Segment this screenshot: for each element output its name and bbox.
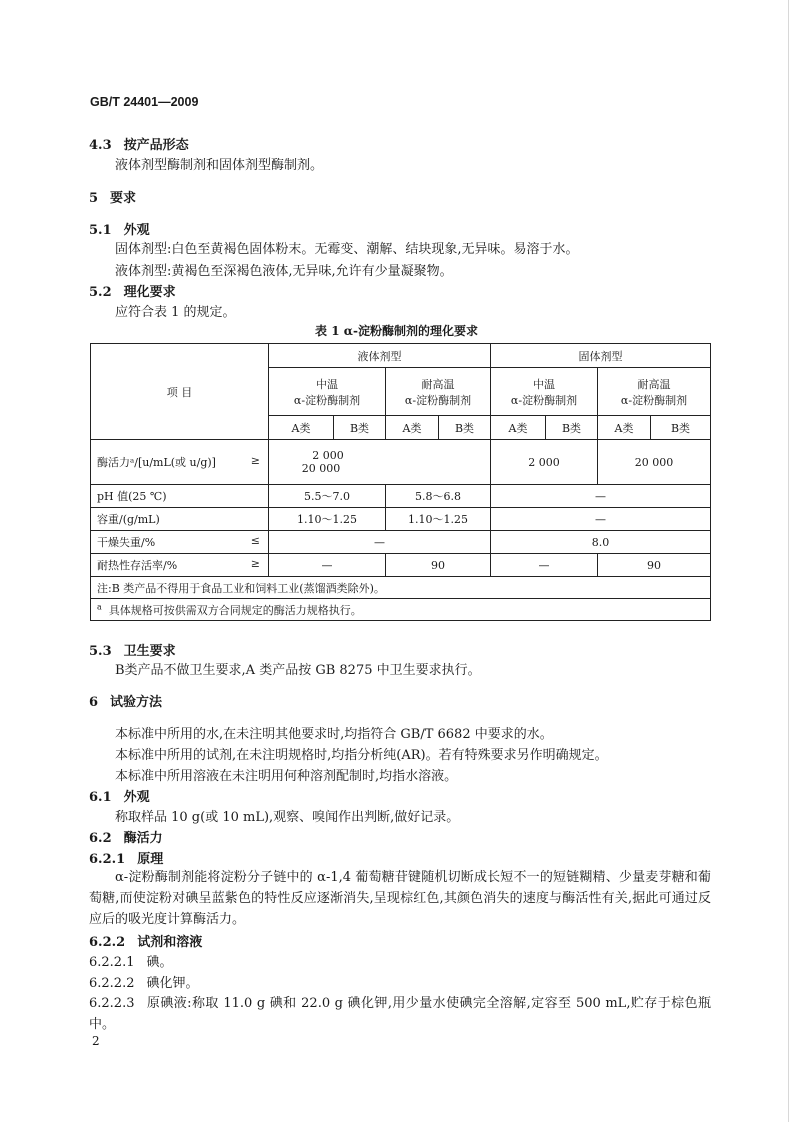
cell: 8.0 bbox=[491, 531, 711, 554]
section-6-paragraph-2: 本标准中所用的试剂,在未注明规格时,均指分析纯(AR)。若有特殊要求另作明确规定。 bbox=[115, 748, 608, 763]
liquid-mid-temp-header bbox=[269, 368, 386, 416]
section-number: 6.2.2 bbox=[89, 935, 126, 950]
enzyme-label: α-淀粉酶制剂 bbox=[510, 393, 578, 407]
cell: 1.10～1.25 bbox=[386, 508, 491, 531]
section-5-3-heading bbox=[89, 640, 176, 659]
standard-code-header: GB/T 24401—2009 bbox=[90, 95, 199, 109]
table-row bbox=[91, 554, 711, 577]
row-symbol: ≤ bbox=[250, 534, 260, 547]
footnote-mark: a bbox=[97, 601, 102, 611]
footnote-text: 具体规格可按供需双方合同规定的酶活力规格执行。 bbox=[108, 603, 362, 617]
row-label-text: 耐热性存活率/% bbox=[97, 559, 178, 572]
temp-label: 中温 bbox=[533, 377, 555, 391]
cell: 5.8～6.8 bbox=[386, 485, 491, 508]
section-title: 原理 bbox=[137, 852, 164, 867]
class-b-header: B类 bbox=[439, 416, 491, 440]
cell: 90 bbox=[386, 554, 491, 577]
section-6-1-text: 称取样品 10 g(或 10 mL),观察、嗅闻作出判断,做好记录。 bbox=[115, 810, 460, 825]
table-row bbox=[91, 440, 711, 485]
section-text: 原碘液:称取 11.0 g 碘和 22.0 g 碘化钾,用少量水使碘完全溶解,定容至 500 mL,贮存于棕色瓶中。 bbox=[89, 996, 711, 1032]
table-row bbox=[91, 485, 711, 508]
section-4-3-text: 液体剂型酶制剂和固体剂型酶制剂。 bbox=[115, 158, 324, 173]
class-a-header: A类 bbox=[386, 416, 439, 440]
liquid-high-temp-header bbox=[386, 368, 491, 416]
section-number: 6.2.2.2 bbox=[89, 976, 135, 991]
class-b-header: B类 bbox=[651, 416, 711, 440]
enzyme-label: α-淀粉酶制剂 bbox=[293, 393, 361, 407]
row-label-text: 酶活力ᵃ/[u/mL(或 u/g)] bbox=[97, 456, 216, 469]
section-title: 试验方法 bbox=[110, 695, 163, 710]
cell-value: 20 000 bbox=[301, 462, 341, 475]
section-title: 试剂和溶液 bbox=[137, 935, 203, 950]
section-6-paragraph-1: 本标准中所用的水,在未注明其他要求时,均指符合 GB/T 6682 中要求的水。 bbox=[115, 727, 553, 742]
section-6-heading bbox=[89, 691, 162, 710]
section-6-paragraph-3: 本标准中所用溶液在未注明用何种溶剂配制时,均指水溶液。 bbox=[115, 769, 458, 784]
table-1 bbox=[90, 343, 711, 621]
item-header-cell: 项 目 bbox=[91, 344, 269, 440]
table-note: 注:B 类产品不得用于食品工业和饲料工业(蒸馏酒类除外)。 bbox=[91, 577, 711, 599]
section-5-1-solid-text: 固体剂型:白色至黄褐色固体粉末。无霉变、潮解、结块现象,无异味。易溶于水。 bbox=[115, 242, 579, 257]
cell: — bbox=[491, 485, 711, 508]
class-a-header: A类 bbox=[491, 416, 546, 440]
solid-mid-temp-header bbox=[491, 368, 598, 416]
section-text: 碘。 bbox=[146, 955, 173, 970]
page-number: 2 bbox=[92, 1034, 100, 1048]
section-6-1-heading bbox=[89, 786, 150, 805]
section-4-3-heading bbox=[89, 134, 189, 153]
section-title: 理化要求 bbox=[123, 285, 176, 300]
cell: 5.5～7.0 bbox=[269, 485, 386, 508]
section-5-2-text: 应符合表 1 的规定。 bbox=[115, 305, 236, 320]
table-row bbox=[91, 531, 711, 554]
class-b-header: B类 bbox=[546, 416, 598, 440]
row-label bbox=[91, 531, 269, 554]
temp-label: 耐高温 bbox=[421, 377, 455, 391]
section-title: 外观 bbox=[123, 223, 150, 238]
section-title: 外观 bbox=[123, 790, 150, 805]
section-number: 6.2.2.3 bbox=[89, 996, 135, 1011]
section-number: 4.3 bbox=[89, 138, 112, 153]
cell: — bbox=[269, 554, 386, 577]
solid-header: 固体剂型 bbox=[491, 344, 711, 368]
section-title: 要求 bbox=[110, 191, 137, 206]
section-6-2-2-1 bbox=[89, 951, 173, 970]
section-number: 5.2 bbox=[89, 285, 112, 300]
enzyme-label: α-淀粉酶制剂 bbox=[404, 393, 472, 407]
cell: 1.10～1.25 bbox=[269, 508, 386, 531]
section-number: 6.2.2.1 bbox=[89, 955, 135, 970]
solid-high-temp-header bbox=[598, 368, 711, 416]
liquid-header: 液体剂型 bbox=[269, 344, 491, 368]
section-5-1-liquid-text: 液体剂型:黄褐色至深褐色液体,无异味,允许有少量凝聚物。 bbox=[115, 264, 453, 279]
cell: — bbox=[491, 508, 711, 531]
section-6-2-heading bbox=[89, 827, 163, 846]
section-6-2-1-text: α-淀粉酶制剂能将淀粉分子链中的 α-1,4 葡萄糖苷键随机切断成长短不一的短链糊精、少量麦芽糖和葡萄糖,而使淀粉对碘呈蓝紫色的特性反应逐渐消失,呈现棕红色,其颜色消失的速度与酶活性有关,据此可通过反应后的吸光度计算酶活力。 bbox=[89, 870, 711, 927]
row-label bbox=[91, 440, 269, 485]
cell: 90 bbox=[598, 554, 711, 577]
row-symbol: ≥ bbox=[250, 557, 260, 570]
section-6-2-2-3 bbox=[89, 993, 711, 1035]
section-5-heading bbox=[89, 187, 136, 206]
temp-label: 耐高温 bbox=[637, 377, 671, 391]
cell: 2 000 bbox=[491, 440, 598, 485]
cell: 20 000 bbox=[598, 440, 711, 485]
section-6-2-1-heading bbox=[89, 848, 163, 867]
cell: — bbox=[269, 531, 491, 554]
section-5-3-text: B类产品不做卫生要求,A 类产品按 GB 8275 中卫生要求执行。 bbox=[115, 663, 481, 678]
section-title: 酶活力 bbox=[123, 831, 163, 846]
section-6-2-2-heading bbox=[89, 931, 202, 950]
section-text: 碘化钾。 bbox=[146, 976, 199, 991]
section-number: 5.3 bbox=[89, 644, 112, 659]
class-a-header: A类 bbox=[269, 416, 334, 440]
section-number: 5 bbox=[89, 191, 99, 206]
section-number: 6.1 bbox=[89, 790, 112, 805]
row-label: 容重/(g/mL) bbox=[91, 508, 269, 531]
cell: — bbox=[491, 554, 598, 577]
table-row bbox=[91, 508, 711, 531]
table-footnote bbox=[91, 599, 711, 621]
section-number: 6 bbox=[89, 695, 99, 710]
row-label bbox=[91, 554, 269, 577]
class-a-header: A类 bbox=[598, 416, 651, 440]
section-title: 卫生要求 bbox=[123, 644, 176, 659]
section-5-1-heading bbox=[89, 219, 150, 238]
section-5-2-heading bbox=[89, 281, 176, 300]
temp-label: 中温 bbox=[316, 377, 338, 391]
class-b-header: B类 bbox=[334, 416, 386, 440]
enzyme-label: α-淀粉酶制剂 bbox=[620, 393, 688, 407]
row-symbol: ≥ bbox=[250, 454, 260, 467]
section-title: 按产品形态 bbox=[123, 138, 189, 153]
cell bbox=[269, 440, 491, 485]
row-label-text: 干燥失重/% bbox=[97, 536, 156, 549]
section-number: 6.2.1 bbox=[89, 852, 126, 867]
row-label: pH 值(25 ℃) bbox=[91, 485, 269, 508]
section-6-2-2-2 bbox=[89, 972, 199, 991]
table-1-caption: 表 1 α-淀粉酶制剂的理化要求 bbox=[315, 324, 478, 338]
cell-value: 2 000 bbox=[312, 449, 344, 462]
section-number: 6.2 bbox=[89, 831, 112, 846]
section-number: 5.1 bbox=[89, 223, 112, 238]
page-edge-shadow bbox=[788, 0, 789, 1122]
